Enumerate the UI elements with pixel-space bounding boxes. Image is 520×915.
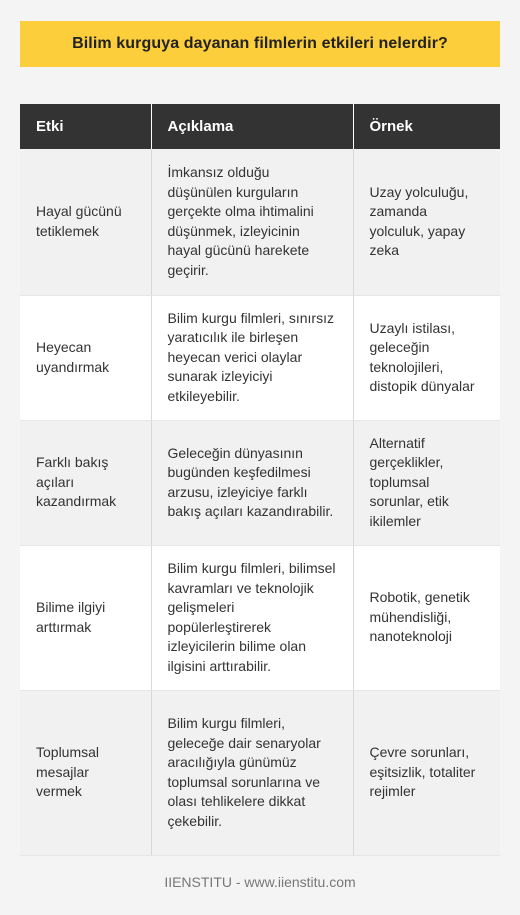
example-cell: Çevre sorunları, eşitsizlik, totaliter rejimler bbox=[353, 690, 500, 855]
header-example: Örnek bbox=[353, 104, 500, 149]
table-header-row bbox=[20, 104, 500, 149]
effect-cell: Heyecan uyandırmak bbox=[20, 295, 151, 420]
example-cell: Alternatif gerçeklikler, toplumsal sorunlar, etik ikilemler bbox=[353, 420, 500, 545]
table-row bbox=[20, 149, 500, 295]
page-title: Bilim kurguya dayanan filmlerin etkileri nelerdir? bbox=[72, 35, 448, 52]
table-row bbox=[20, 545, 500, 690]
effect-cell: Farklı bakış açıları kazandırmak bbox=[20, 420, 151, 545]
title-banner bbox=[20, 21, 500, 67]
effect-cell: Bilime ilgiyi arttırmak bbox=[20, 545, 151, 690]
description-cell: İmkansız olduğu düşünülen kurguların gerçekte olma ihtimalini düşünmek, izleyicinin hayal gücünü harekete geçirir. bbox=[151, 149, 353, 295]
header-effect: Etki bbox=[20, 104, 151, 149]
example-cell: Uzay yolculuğu, zamanda yolculuk, yapay zeka bbox=[353, 149, 500, 295]
header-description: Açıklama bbox=[151, 104, 353, 149]
footer-credit: IIENSTITU - www.iienstitu.com bbox=[164, 874, 356, 890]
effect-cell: Hayal gücünü tetiklemek bbox=[20, 149, 151, 295]
table-row bbox=[20, 690, 500, 855]
description-cell: Geleceğin dünyasının bugünden keşfedilmesi arzusu, izleyiciye farklı bakış açıları kazandırabilir. bbox=[151, 420, 353, 545]
effect-cell: Toplumsal mesajlar vermek bbox=[20, 690, 151, 855]
table-row bbox=[20, 420, 500, 545]
example-cell: Uzaylı istilası, geleceğin teknolojileri, distopik dünyalar bbox=[353, 295, 500, 420]
description-cell: Bilim kurgu filmleri, sınırsız yaratıcılık ile birleşen heyecan verici olaylar sunarak izleyiciyi etkileyebilir. bbox=[151, 295, 353, 420]
table-row bbox=[20, 295, 500, 420]
example-cell: Robotik, genetik mühendisliği, nanoteknoloji bbox=[353, 545, 500, 690]
description-cell: Bilim kurgu filmleri, geleceğe dair senaryolar aracılığıyla günümüz toplumsal sorunlarına ve olası tehlikelere dikkat çekebilir. bbox=[151, 690, 353, 855]
description-cell: Bilim kurgu filmleri, bilimsel kavramları ve teknolojik gelişmeleri popülerleştirerek izleyicilerin bilime olan ilgisini arttırabilir. bbox=[151, 545, 353, 690]
effects-table bbox=[20, 104, 500, 856]
